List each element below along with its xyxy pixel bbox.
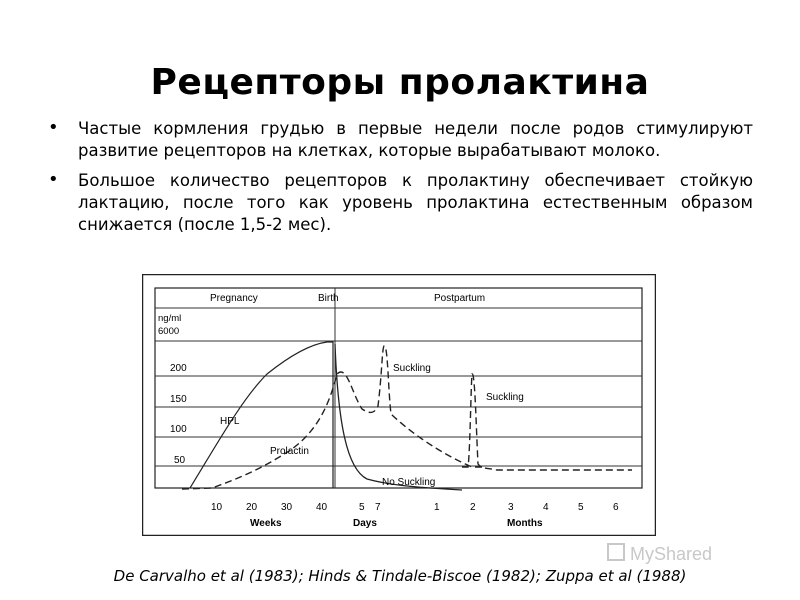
x-tick-label: 2 — [470, 502, 476, 513]
x-group-label-weeks: Weeks — [250, 518, 282, 529]
slide-title: Рецепторы пролактина — [150, 62, 650, 103]
bullet-dot: • — [48, 117, 59, 138]
series-label-suckling-1: Suckling — [393, 363, 431, 374]
x-tick-label: 6 — [613, 502, 619, 513]
x-tick-label: 7 — [375, 502, 381, 513]
watermark-icon — [608, 544, 624, 560]
bullet-text: Частые кормления грудью в первые недели после родов стимулируют развитие рецепторов на клетках, которые вырабатывают молоко. — [78, 119, 753, 160]
series-label-suckling-2: Suckling — [486, 392, 524, 403]
x-tick-label: 20 — [246, 502, 258, 513]
citation-text: De Carvalho et al (1983); Hinds & Tindale-Biscoe (1982); Zuppa et al (1988) — [113, 567, 687, 585]
bullet-list — [48, 118, 753, 244]
watermark-logo — [604, 540, 764, 566]
y-unit-label: ng/ml — [158, 313, 182, 324]
bullet-item — [48, 170, 753, 236]
gridlines — [155, 308, 642, 466]
y-tick-label: 6000 — [158, 326, 180, 337]
x-group-label-months: Months — [507, 518, 543, 529]
header-label-postpartum: Postpartum — [434, 293, 486, 304]
bullet-dot: • — [48, 169, 59, 190]
suckling-spike-curve — [462, 374, 632, 470]
x-group-label-days: Days — [353, 518, 377, 529]
x-tick-label: 4 — [543, 502, 549, 513]
x-tick-label: 30 — [281, 502, 293, 513]
bullet-text: Большое количество рецепторов к пролактину обеспечивает стойкую лактацию, после того как уровень пролактина естественным образом снижается (после 1,5-2 мес). — [78, 171, 753, 234]
x-tick-label: 10 — [211, 502, 223, 513]
x-tick-label: 5 — [578, 502, 584, 513]
x-tick-label: 5 — [359, 502, 365, 513]
y-tick-label: 100 — [170, 424, 187, 435]
y-tick-label: 200 — [170, 363, 187, 374]
y-tick-label: 50 — [174, 455, 186, 466]
x-tick-label: 40 — [316, 502, 328, 513]
series-label-hpl: HPL — [220, 416, 240, 427]
watermark-text: MyShared — [630, 544, 713, 564]
prolactin-chart — [142, 274, 656, 536]
chart-plot-box — [155, 288, 642, 488]
chart-frame — [143, 275, 656, 536]
series-label-no-suckling: No Suckling — [382, 477, 436, 488]
x-tick-label: 1 — [434, 502, 440, 513]
header-label-pregnancy: Pregnancy — [210, 293, 258, 304]
bullet-item — [48, 118, 753, 162]
x-tick-label: 3 — [508, 502, 514, 513]
header-label-birth: Birth — [318, 293, 339, 304]
y-tick-label: 150 — [170, 394, 187, 405]
series-label-prolactin: Prolactin — [270, 446, 309, 457]
